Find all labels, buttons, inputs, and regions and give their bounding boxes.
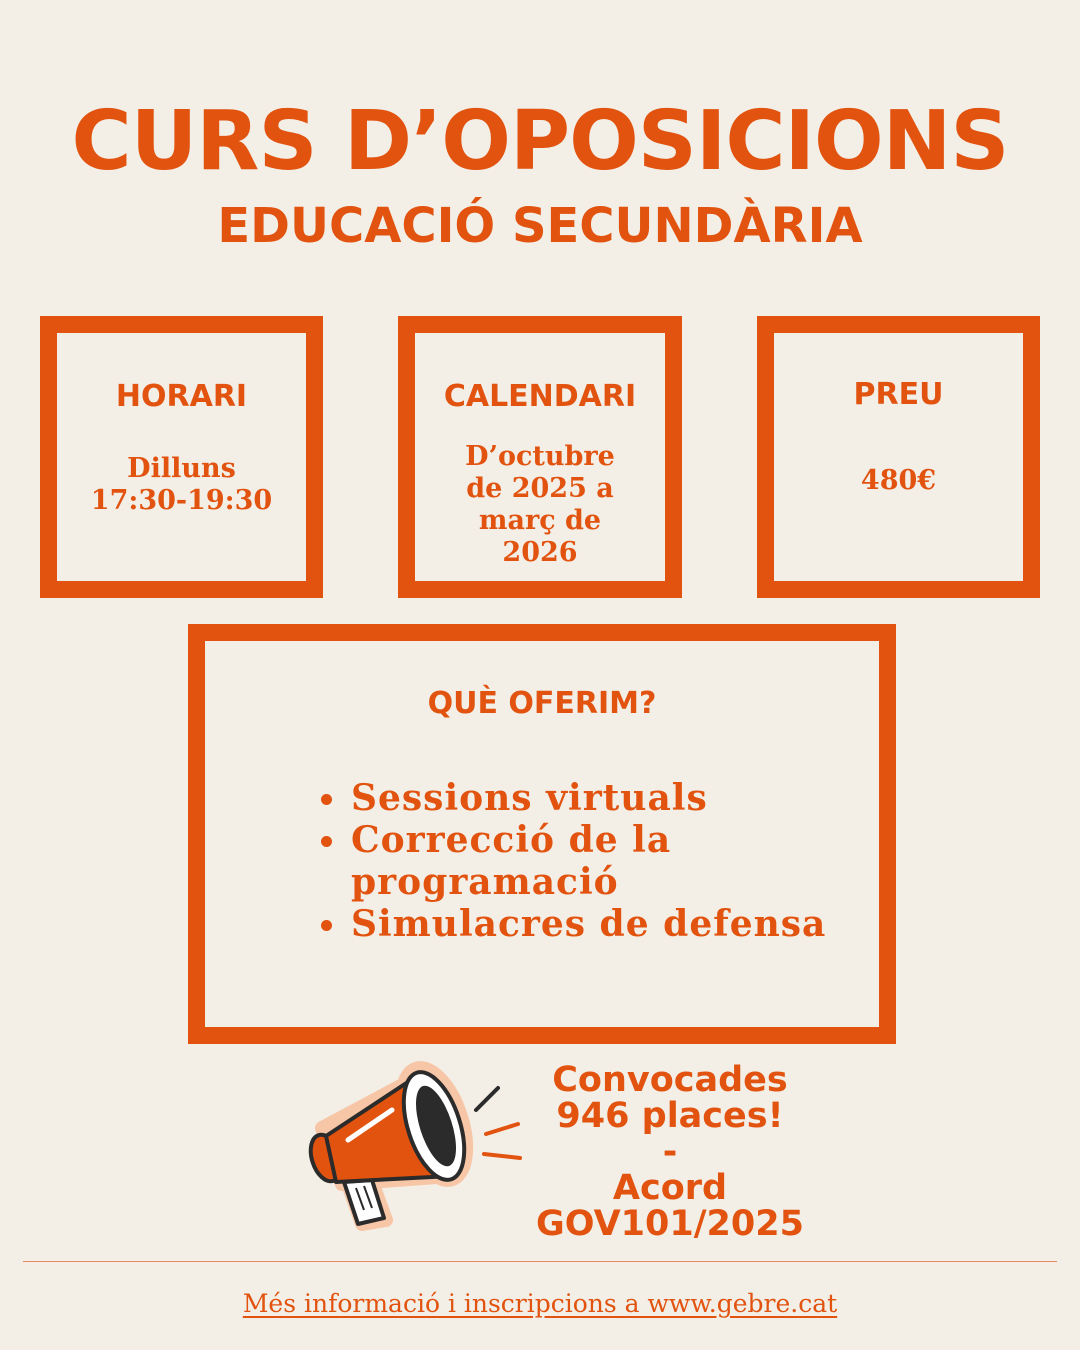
announcement: [500, 1062, 840, 1242]
calendar-text: D’octubre de 2025 a març de 2026: [465, 441, 615, 568]
announcement-line: GOV101/2025: [536, 1204, 804, 1244]
calendar-heading: CALENDARI: [443, 379, 637, 414]
footer-divider: [23, 1261, 1057, 1262]
megaphone-icon: [300, 1058, 530, 1248]
price-box: [757, 316, 1040, 598]
announcement-line: 946 places!: [556, 1096, 784, 1136]
announcement-line: Convocades: [552, 1060, 788, 1100]
offer-list: [315, 777, 831, 945]
schedule-heading: HORARI: [115, 379, 248, 414]
schedule-text: [57, 453, 306, 517]
offer-item: Sessions virtuals: [351, 777, 831, 819]
footer-link[interactable]: Més informació i inscripcions a www.gebre.cat: [242, 1289, 838, 1318]
announcement-line: Acord: [612, 1168, 728, 1208]
page-title: CURS D’OPOSICIONS: [71, 94, 1009, 189]
announcement-separator: -: [662, 1132, 678, 1172]
schedule-box: [40, 316, 323, 598]
calendar-box: [398, 316, 682, 598]
footer: [0, 1286, 1080, 1322]
offer-item: Correcció de la programació: [351, 819, 831, 903]
price-value: 480€: [860, 465, 937, 496]
offer-heading: QUÈ OFERIM?: [427, 686, 657, 721]
schedule-time: 17:30-19:30: [90, 485, 273, 516]
price-heading: PREU: [853, 377, 944, 412]
offer-item: Simulacres de defensa: [351, 903, 831, 945]
offer-box: [188, 624, 896, 1044]
page-subtitle: EDUCACIÓ SECUNDÀRIA: [217, 198, 863, 254]
schedule-day: Dilluns: [127, 453, 236, 484]
